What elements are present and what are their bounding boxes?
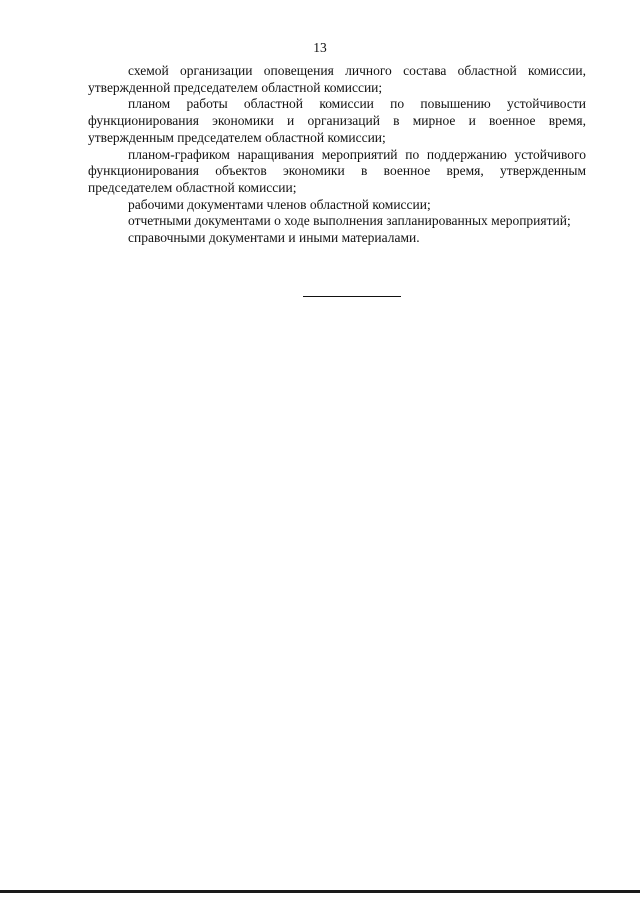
page-number: 13 [313,40,327,55]
list-item-reporting-documents: отчетными документами о ходе выполнения запланированных мероприятий; [128,213,571,229]
list-item-working-documents: рабочими документами членов областной комиссии; [128,196,431,212]
list-item-work-plan: планом работы областной комиссии по повышению устойчивости функционирования экономики и организаций в мирное и военное время, утвержденным председателем областной комиссии; [88,96,586,145]
end-separator-line [303,296,401,297]
page-bottom-border [0,890,640,893]
list-item-notification-scheme: схемой организации оповещения личного состава областной комиссии, утвержденной председателем областной комиссии; [88,63,586,95]
list-item-schedule-plan: планом-графиком наращивания мероприятий по поддержанию устойчивого функционирования объектов экономики в военное время, утвержденным председателем областной комиссии; [88,146,586,195]
document-body [88,63,586,247]
list-item-reference-documents: справочными документами и иными материалами. [128,230,420,246]
